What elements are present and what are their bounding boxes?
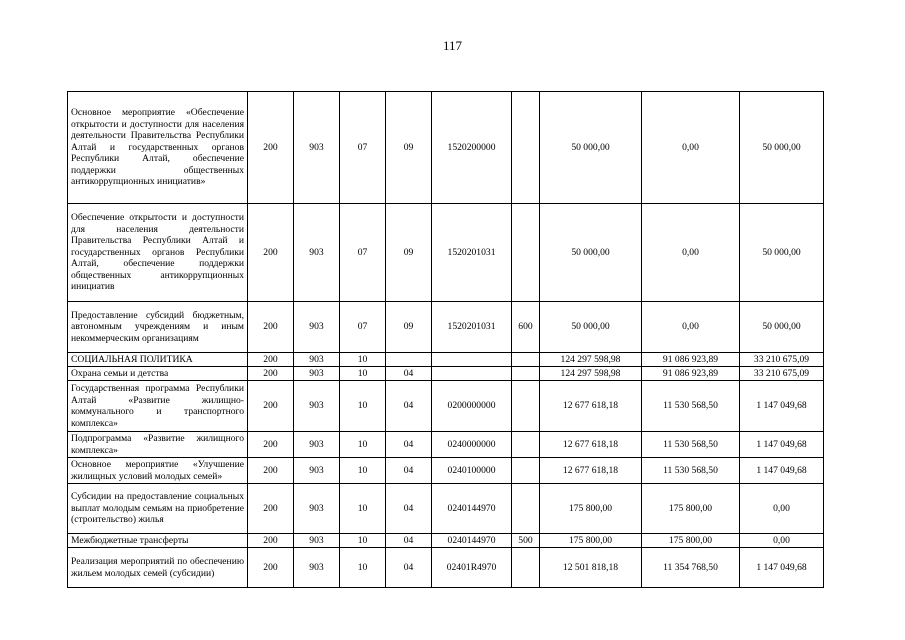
cell-code-1: 200 — [248, 381, 294, 432]
cell-code-4: 04 — [386, 367, 432, 381]
cell-value-2: 175 800,00 — [642, 534, 740, 548]
cell-value-1: 12 677 618,18 — [540, 432, 642, 458]
cell-code-3: 10 — [340, 484, 386, 534]
cell-value-3: 50 000,00 — [740, 92, 824, 204]
cell-value-3: 0,00 — [740, 484, 824, 534]
cell-code-3: 07 — [340, 302, 386, 353]
cell-code-3: 10 — [340, 367, 386, 381]
cell-value-1: 124 297 598,98 — [540, 367, 642, 381]
cell-value-3: 33 210 675,09 — [740, 367, 824, 381]
cell-code-5 — [432, 367, 512, 381]
cell-code-5: 02401R4970 — [432, 548, 512, 588]
table-row — [68, 381, 824, 432]
table-row — [68, 353, 824, 367]
cell-code-1: 200 — [248, 204, 294, 302]
cell-code-2: 903 — [294, 367, 340, 381]
cell-code-4: 09 — [386, 92, 432, 204]
cell-value-2: 91 086 923,89 — [642, 367, 740, 381]
cell-value-1: 12 677 618,18 — [540, 381, 642, 432]
cell-value-3: 1 147 049,68 — [740, 458, 824, 484]
row-name: Обеспечение открытости и доступности для населения деятельности Правительства Республики Алтай и государственных органов Республики Алтай, обеспечение поддержки общественных антикоррупционных инициатив — [68, 204, 248, 302]
cell-code-1: 200 — [248, 534, 294, 548]
cell-code-3: 10 — [340, 353, 386, 367]
cell-value-1: 12 677 618,18 — [540, 458, 642, 484]
cell-value-1: 124 297 598,98 — [540, 353, 642, 367]
cell-value-3: 1 147 049,68 — [740, 432, 824, 458]
cell-code-6: 500 — [512, 534, 540, 548]
cell-value-1: 175 800,00 — [540, 534, 642, 548]
cell-code-5 — [432, 353, 512, 367]
cell-code-2: 903 — [294, 353, 340, 367]
cell-code-5: 1520201031 — [432, 302, 512, 353]
cell-value-3: 50 000,00 — [740, 204, 824, 302]
cell-code-1: 200 — [248, 432, 294, 458]
cell-code-3: 10 — [340, 548, 386, 588]
cell-value-3: 1 147 049,68 — [740, 381, 824, 432]
cell-value-3: 0,00 — [740, 534, 824, 548]
cell-code-1: 200 — [248, 458, 294, 484]
cell-value-3: 50 000,00 — [740, 302, 824, 353]
cell-code-1: 200 — [248, 548, 294, 588]
table-row — [68, 204, 824, 302]
cell-code-4: 04 — [386, 534, 432, 548]
cell-code-3: 10 — [340, 432, 386, 458]
cell-value-1: 50 000,00 — [540, 302, 642, 353]
cell-code-3: 07 — [340, 204, 386, 302]
cell-code-6 — [512, 381, 540, 432]
cell-code-5: 0240000000 — [432, 432, 512, 458]
row-name: Охрана семьи и детства — [68, 367, 248, 381]
table-row — [68, 92, 824, 204]
cell-code-2: 903 — [294, 302, 340, 353]
cell-code-2: 903 — [294, 204, 340, 302]
cell-code-5: 1520201031 — [432, 204, 512, 302]
cell-code-3: 10 — [340, 381, 386, 432]
cell-code-2: 903 — [294, 381, 340, 432]
cell-code-5: 0200000000 — [432, 381, 512, 432]
cell-value-1: 12 501 818,18 — [540, 548, 642, 588]
table-row — [68, 302, 824, 353]
cell-code-1: 200 — [248, 92, 294, 204]
row-name: Предоставление субсидий бюджетным, автономным учреждениям и иным некоммерческим организациям — [68, 302, 248, 353]
cell-code-3: 10 — [340, 458, 386, 484]
row-name: Государственная программа Республики Алтай «Развитие жилищно-коммунального и транспортного комплекса» — [68, 381, 248, 432]
budget-table — [67, 91, 824, 588]
budget-table-body — [68, 92, 824, 588]
cell-value-2: 0,00 — [642, 92, 740, 204]
cell-value-2: 0,00 — [642, 204, 740, 302]
cell-code-1: 200 — [248, 353, 294, 367]
cell-code-2: 903 — [294, 458, 340, 484]
cell-code-6 — [512, 548, 540, 588]
cell-code-6 — [512, 458, 540, 484]
row-name: Подпрограмма «Развитие жилищного комплекса» — [68, 432, 248, 458]
cell-code-5: 0240144970 — [432, 484, 512, 534]
page-number: 117 — [442, 38, 463, 53]
cell-code-4: 04 — [386, 458, 432, 484]
cell-code-6 — [512, 432, 540, 458]
cell-code-6: 600 — [512, 302, 540, 353]
cell-code-2: 903 — [294, 548, 340, 588]
cell-code-3: 10 — [340, 534, 386, 548]
cell-value-1: 175 800,00 — [540, 484, 642, 534]
cell-value-2: 11 530 568,50 — [642, 458, 740, 484]
cell-code-6 — [512, 367, 540, 381]
cell-code-2: 903 — [294, 92, 340, 204]
table-row — [68, 548, 824, 588]
table-row — [68, 458, 824, 484]
cell-code-4: 04 — [386, 484, 432, 534]
table-row — [68, 534, 824, 548]
cell-code-5: 0240144970 — [432, 534, 512, 548]
cell-code-1: 200 — [248, 484, 294, 534]
cell-value-2: 91 086 923,89 — [642, 353, 740, 367]
row-name: Основное мероприятие «Обеспечение открытости и доступности для населения деятельности Правительства Республики Алтай и государственных органов Республики Алтай, обеспечение поддержки общественных антикоррупционных инициатив» — [68, 92, 248, 204]
row-name: СОЦИАЛЬНАЯ ПОЛИТИКА — [68, 353, 248, 367]
cell-code-6 — [512, 92, 540, 204]
table-row — [68, 484, 824, 534]
row-name: Межбюджетные трансферты — [68, 534, 248, 548]
cell-code-6 — [512, 353, 540, 367]
cell-value-2: 11 530 568,50 — [642, 432, 740, 458]
cell-value-2: 0,00 — [642, 302, 740, 353]
cell-code-4: 09 — [386, 204, 432, 302]
cell-value-1: 50 000,00 — [540, 204, 642, 302]
cell-value-2: 175 800,00 — [642, 484, 740, 534]
cell-code-4: 04 — [386, 381, 432, 432]
table-row — [68, 367, 824, 381]
cell-code-4: 04 — [386, 432, 432, 458]
cell-code-5: 1520200000 — [432, 92, 512, 204]
cell-value-3: 1 147 049,68 — [740, 548, 824, 588]
cell-code-6 — [512, 484, 540, 534]
cell-value-2: 11 354 768,50 — [642, 548, 740, 588]
table-row — [68, 432, 824, 458]
cell-code-2: 903 — [294, 484, 340, 534]
cell-code-2: 903 — [294, 534, 340, 548]
row-name: Реализация мероприятий по обеспечению жильем молодых семей (субсидии) — [68, 548, 248, 588]
cell-code-1: 200 — [248, 302, 294, 353]
row-name: Субсидии на предоставление социальных выплат молодым семьям на приобретение (строительство) жилья — [68, 484, 248, 534]
cell-code-4 — [386, 353, 432, 367]
cell-code-2: 903 — [294, 432, 340, 458]
cell-value-3: 33 210 675,09 — [740, 353, 824, 367]
cell-code-4: 04 — [386, 548, 432, 588]
row-name: Основное мероприятие «Улучшение жилищных условий молодых семей» — [68, 458, 248, 484]
cell-code-6 — [512, 204, 540, 302]
cell-code-1: 200 — [248, 367, 294, 381]
cell-value-2: 11 530 568,50 — [642, 381, 740, 432]
cell-code-3: 07 — [340, 92, 386, 204]
cell-code-4: 09 — [386, 302, 432, 353]
cell-code-5: 0240100000 — [432, 458, 512, 484]
cell-value-1: 50 000,00 — [540, 92, 642, 204]
